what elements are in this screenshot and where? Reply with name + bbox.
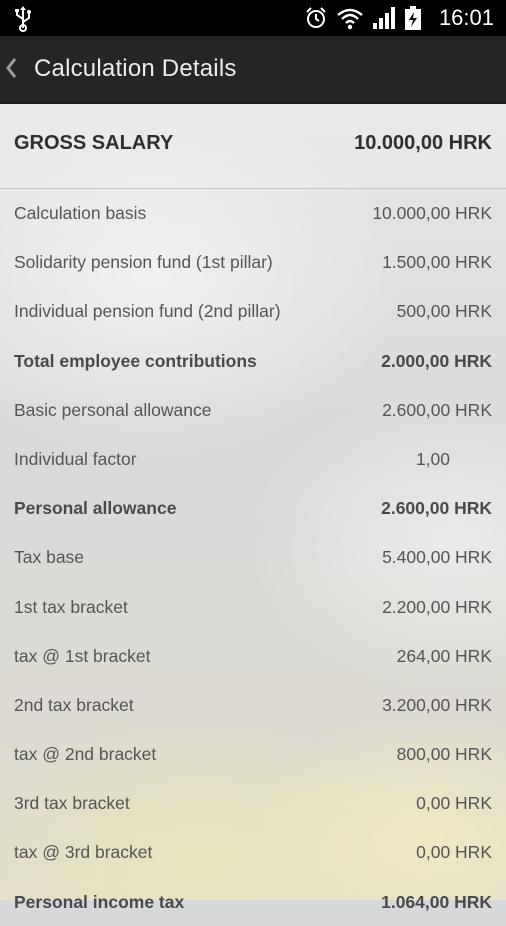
row-label: tax @ 3rd bracket (14, 842, 153, 863)
row-label: Tax base (14, 547, 85, 568)
gross-salary-label: GROSS SALARY (14, 132, 174, 154)
gross-salary-row (0, 104, 506, 189)
row-value: 2.000,00 HRK (381, 350, 492, 371)
table-row (0, 877, 506, 926)
signal-icon (372, 6, 396, 30)
row-label: Total employee contributions (14, 350, 257, 371)
row-value: 2.200,00 HRK (382, 596, 492, 617)
battery-icon (404, 6, 422, 30)
row-label: 3rd tax bracket (14, 793, 130, 814)
table-row (0, 680, 506, 729)
row-value: 0,00 HRK (416, 842, 492, 863)
table-row (0, 237, 506, 286)
wifi-icon (336, 6, 364, 30)
table-row (0, 827, 506, 876)
row-label: Solidarity pension fund (1st pillar) (14, 252, 273, 273)
row-value: 1.500,00 HRK (382, 252, 492, 273)
row-label: tax @ 2nd bracket (14, 744, 157, 765)
table-row (0, 188, 506, 237)
table-row (0, 385, 506, 434)
status-bar (0, 0, 506, 36)
table-row (0, 434, 506, 483)
usb-icon (12, 6, 34, 30)
table-row (0, 582, 506, 631)
status-time: 16:01 (438, 5, 494, 30)
table-row (0, 286, 506, 335)
row-value: 0,00 HRK (416, 793, 492, 814)
row-value: 10.000,00 HRK (372, 203, 492, 223)
row-label: Calculation basis (14, 203, 147, 223)
row-value: 800,00 HRK (396, 744, 492, 765)
row-value: 3.200,00 HRK (382, 694, 492, 715)
detail-rows (0, 188, 506, 926)
action-bar (0, 36, 506, 104)
row-label: Personal allowance (14, 498, 177, 519)
row-label: Basic personal allowance (14, 399, 212, 420)
row-label: 1st tax bracket (14, 596, 128, 617)
row-value: 500,00 HRK (396, 301, 492, 322)
table-row (0, 778, 506, 827)
row-value: 2.600,00 HRK (382, 399, 492, 420)
table-row (0, 729, 506, 778)
row-label: Individual pension fund (2nd pillar) (14, 301, 281, 322)
page-title: Calculation Details (34, 55, 237, 82)
row-value: 2.600,00 HRK (381, 498, 492, 519)
row-label: Personal income tax (14, 891, 185, 912)
table-row (0, 483, 506, 532)
row-label: tax @ 1st bracket (14, 645, 151, 666)
table-row (0, 336, 506, 385)
gross-salary-value: 10.000,00 HRK (354, 132, 492, 154)
row-label: 2nd tax bracket (14, 694, 134, 715)
row-value: 1.064,00 HRK (381, 891, 492, 912)
table-row (0, 631, 506, 680)
row-value: 1,00 (415, 448, 450, 469)
table-row (0, 532, 506, 581)
back-chevron-icon[interactable] (4, 55, 18, 81)
alarm-icon (304, 6, 328, 30)
row-value: 5.400,00 HRK (382, 547, 492, 568)
row-value: 264,00 HRK (396, 645, 492, 666)
row-label: Individual factor (14, 448, 137, 469)
calculation-details-list[interactable] (0, 104, 506, 912)
